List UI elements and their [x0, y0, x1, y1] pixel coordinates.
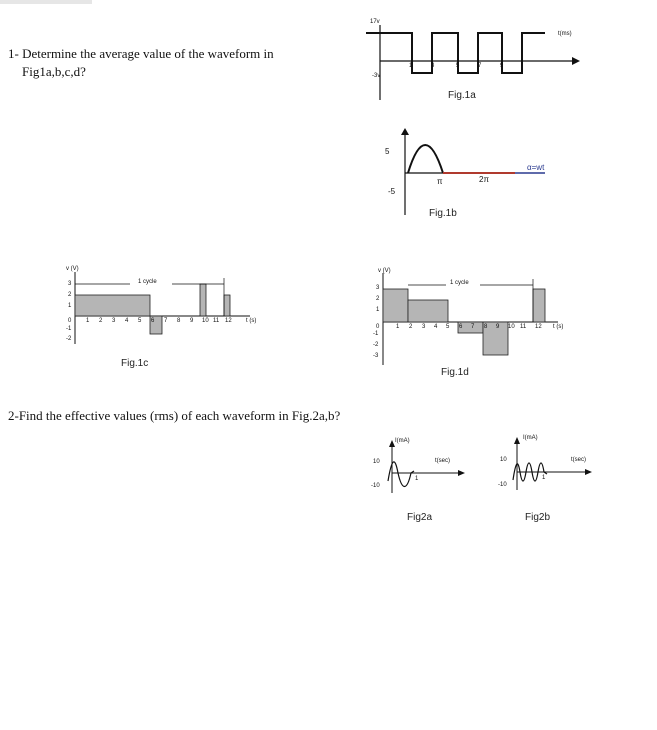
fig-2a-caption: Fig2a — [407, 512, 433, 523]
fig-1b-half-sine — [408, 145, 443, 173]
fig-1d-xtick: 2 — [409, 324, 413, 330]
fig-1c-xtick: 11 — [213, 318, 220, 324]
fig-1a-tick-7: 7 — [478, 63, 482, 69]
fig-1c-ytick: -2 — [66, 336, 72, 342]
fig-1c-xtick: 4 — [125, 318, 129, 324]
fig-1c-y-unit: v (V) — [66, 266, 79, 272]
fig-1a-caption: Fig.1a — [448, 90, 476, 101]
fig-2b — [485, 430, 600, 495]
fig-1d-ytick: 0 — [376, 324, 380, 330]
fig-1b-two-pi: 2π — [479, 175, 489, 184]
fig-1c-ytick: 0 — [68, 318, 72, 324]
fig-2b-y-arrow — [514, 437, 520, 444]
fig-1c — [60, 262, 270, 362]
fig-2b-x-unit: t(sec) — [571, 457, 586, 463]
fig-2b-y-bottom: -10 — [498, 482, 507, 488]
fig-1c-xtick: 1 — [86, 318, 90, 324]
fig-1c-xtick: 10 — [202, 318, 209, 324]
fig-1c-xtick: 12 — [225, 318, 232, 324]
fig-1d — [368, 265, 578, 370]
fig-1b-x-unit: α=wt — [527, 163, 545, 172]
fig-1b-caption: Fig.1b — [429, 208, 457, 219]
fig-1d-block-2v — [408, 300, 448, 322]
fig-1d-ytick: -1 — [373, 331, 379, 337]
fig-2b-x-arrow — [585, 469, 592, 475]
fig-1c-caption: Fig.1c — [121, 358, 149, 369]
fig-1a-tick-1: 1 — [409, 63, 413, 69]
fig-1d-xtick: 1 — [396, 324, 400, 330]
fig-1c-ytick: -1 — [66, 326, 72, 332]
question-2-text: 2-Find the effective values (rms) of each waveform in Fig.2a,b? — [8, 408, 341, 423]
fig-1c-xtick: 7 — [164, 318, 168, 324]
fig-1c-x-unit: t (s) — [246, 318, 257, 324]
fig-2a-x-arrow — [458, 470, 465, 476]
fig-1d-xtick: 11 — [520, 324, 527, 330]
fig-1a-x-arrow — [572, 57, 580, 65]
fig-1d-cycle-label: 1 cycle — [450, 280, 469, 286]
fig-1c-positive-block — [75, 295, 150, 316]
fig-1d-xtick: 6 — [459, 324, 463, 330]
fig-2a-tick: 1 — [415, 476, 419, 482]
fig-2b-caption: Fig2b — [525, 512, 551, 523]
fig-2a — [362, 435, 472, 500]
top-edge-bar — [0, 0, 92, 4]
fig-1d-xtick: 8 — [484, 324, 488, 330]
fig-2a-y-unit: I(mA) — [395, 438, 410, 444]
fig-1d-ytick: -2 — [373, 342, 379, 348]
fig-1c-xtick: 3 — [112, 318, 116, 324]
fig-1b-y-arrow — [401, 128, 409, 135]
fig-1d-ytick: 3 — [376, 285, 380, 291]
fig-1d-ytick: 2 — [376, 296, 380, 302]
fig-2a-x-unit: t(sec) — [435, 458, 450, 464]
fig-1c-cycle-label: 1 cycle — [138, 279, 157, 285]
fig-1c-pulse-block — [200, 284, 206, 316]
fig-1b-y-top: 5 — [385, 147, 390, 156]
fig-2b-y-unit: I(mA) — [523, 435, 538, 441]
fig-1c-ytick: 3 — [68, 281, 72, 287]
fig-1c-ytick: 1 — [68, 303, 72, 309]
fig-2b-y-top: 10 — [500, 457, 507, 463]
fig-1a-tick-5: 5 — [456, 63, 460, 69]
fig-1c-xtick: 5 — [138, 318, 142, 324]
fig-1d-x-unit: t (s) — [553, 324, 564, 330]
fig-1d-xtick: 5 — [446, 324, 450, 330]
fig-1b-plot — [375, 125, 575, 225]
fig-1d-caption: Fig.1d — [441, 367, 469, 378]
fig-1d-y-unit: v (V) — [378, 268, 391, 274]
fig-2b-tick: 1 — [542, 475, 546, 481]
fig-1d-plot — [368, 265, 578, 370]
fig-1d-xtick: 4 — [434, 324, 438, 330]
question-1-line-2: Fig1a,b,c,d? — [22, 64, 86, 79]
fig-1c-plot — [60, 262, 270, 362]
fig-1c-xtick: 8 — [177, 318, 181, 324]
fig-1c-xtick: 9 — [190, 318, 194, 324]
fig-1d-block-3v — [383, 289, 408, 322]
question-1-line-1: 1- Determine the average value of the waveform in — [8, 46, 274, 61]
fig-1d-xtick: 10 — [508, 324, 515, 330]
fig-1c-ytick: 2 — [68, 292, 72, 298]
fig-1c-next-block — [224, 295, 230, 316]
fig-1d-xtick: 3 — [422, 324, 426, 330]
fig-1d-xtick: 12 — [535, 324, 542, 330]
fig-1a-tick-3: 3 — [431, 63, 435, 69]
fig-1d-block-next — [533, 289, 545, 322]
fig-1a-tick-9: 9 — [500, 63, 504, 69]
fig-1d-xtick: 7 — [471, 324, 475, 330]
fig-1c-xtick: 6 — [151, 318, 155, 324]
fig-1c-xtick: 2 — [99, 318, 103, 324]
fig-2a-y-bottom: -10 — [371, 483, 380, 489]
fig-1a-x-unit: t(ms) — [558, 31, 572, 37]
fig-1b-pi: π — [437, 177, 443, 186]
fig-1d-ytick: 1 — [376, 307, 380, 313]
fig-2a-y-top: 10 — [373, 459, 380, 465]
fig-1b — [375, 125, 575, 225]
fig-1d-xtick: 9 — [496, 324, 500, 330]
fig-1a-y-top: 17v — [370, 19, 380, 25]
fig-1b-y-bottom: -5 — [388, 187, 396, 196]
fig-2a-plot — [362, 435, 472, 500]
fig-1d-ytick: -3 — [373, 353, 379, 359]
fig-1a-y-bottom: -3v — [372, 73, 381, 79]
